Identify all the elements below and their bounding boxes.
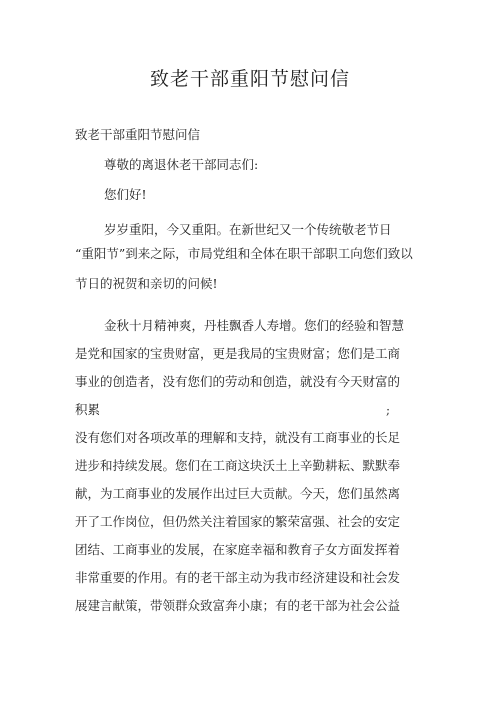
text-line: 进步和持续发展。您们在工商这块沃土上辛勤耕耘、默默奉 [75,458,401,473]
text-line: 是党和国家的宝贵财富，更是我局的宝贵财富；您们是工商 [75,346,401,361]
text-line: 献，为工商事业的发展作出过巨大贡献。今天，您们虽然离 [75,486,401,501]
text-line: 积累 [75,402,101,417]
text-line: 团结、工商事业的发展，在家庭幸福和教育子女方面发挥着 [75,542,401,557]
text-line: 非常重要的作用。有的老干部主动为我市经济建设和社会发 [75,570,401,585]
text-line: 展建言献策，带领群众致富奔小康；有的老干部为社会公益 [75,598,401,613]
stray-semicolon: ; [386,403,391,417]
text-line: 事业的创造者，没有您们的劳动和创造，就没有今天财富的 [75,374,401,389]
text-line: 没有您们对各项改革的理解和支持，就没有工商事业的长足 [75,430,401,445]
text-line-salutation: 尊敬的离退休老干部同志们: [104,157,259,172]
text-line: 岁岁重阳，今又重阳。在新世纪又一个传统敬老节日 [104,222,392,237]
document-title: 致老干部重阳节慰问信 [149,68,350,90]
text-line-heading: 致老干部重阳节慰问信 [75,127,201,142]
text-line: “重阳节”到来之际，市局党组和全体在职干部职工向您们致以 [75,246,413,261]
text-line-greeting: 您们好! [104,187,147,202]
text-line: 金秋十月精神爽，丹桂飘香人寿增。您们的经验和智慧 [104,318,405,333]
text-line: 节日的祝贺和亲切的问候! [75,276,218,291]
text-line: 开了工作岗位，但仍然关注着国家的繁荣富强、社会的安定 [75,514,401,529]
